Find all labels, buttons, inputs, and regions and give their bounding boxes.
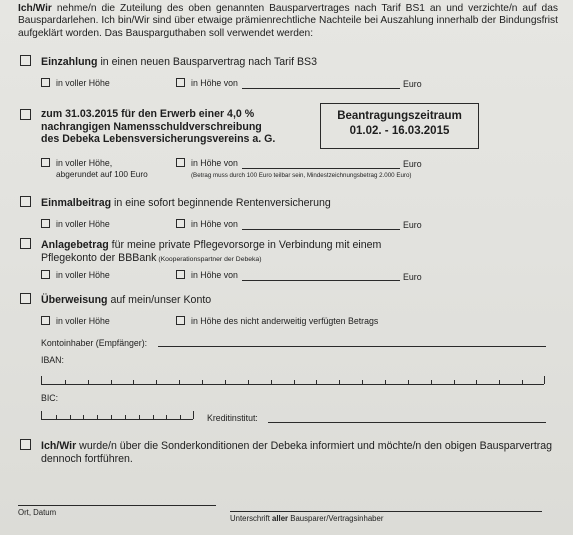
checkbox-anlagebetrag-full[interactable] (41, 270, 50, 279)
checkbox-namensschuld-full[interactable] (41, 158, 50, 167)
comb-tick (166, 415, 167, 419)
signature-prefix: Unterschrift (230, 514, 273, 523)
comb-tick (431, 380, 432, 384)
intro-paragraph (18, 3, 558, 40)
anlagebetrag-label (41, 239, 381, 266)
comb-tick (202, 380, 203, 384)
iban-field[interactable] (41, 376, 544, 385)
signature-suffix: Bausparer/Vertragsinhaber (288, 514, 384, 523)
namensschuld-line1: zum 31.03.2015 für den Erwerb einer 4,0 % (41, 108, 255, 120)
checkbox-anlagebetrag[interactable] (20, 238, 31, 249)
namensschuld-unit: Euro (403, 159, 422, 169)
comb-tick (153, 415, 154, 419)
namensschuld-full-label (56, 158, 148, 179)
comb-tick (499, 380, 500, 384)
comb-tick (339, 380, 340, 384)
comb-tick (111, 415, 112, 419)
einmalbeitrag-amount-field[interactable] (242, 229, 400, 230)
anlagebetrag-rest: für meine private Pflegevorsorge in Verbindung mit einem (108, 239, 382, 251)
anlagebetrag-bold: Anlagebetrag (41, 239, 109, 251)
institute-label: Kreditinstitut: (207, 413, 258, 423)
einmalbeitrag-amount-label: in Höhe von (191, 219, 238, 229)
checkbox-namensschuld-amount[interactable] (176, 158, 185, 167)
comb-tick (248, 380, 249, 384)
einmalbeitrag-label (41, 197, 331, 210)
checkbox-einzahlung[interactable] (20, 55, 31, 66)
checkbox-einzahlung-full[interactable] (41, 78, 50, 87)
comb-tick (156, 380, 157, 384)
comb-tick (225, 380, 226, 384)
comb-tick (362, 380, 363, 384)
comb-tick (88, 380, 89, 384)
anlagebetrag-amount-label: in Höhe von (191, 270, 238, 280)
einmalbeitrag-rest: in eine sofort beginnende Rentenversicherung (111, 197, 331, 209)
anlagebetrag-partner-note: (Kooperationspartner der Debeka) (156, 255, 262, 263)
comb-tick (316, 380, 317, 384)
place-date-label: Ort, Datum (18, 508, 57, 517)
einzahlung-amount-field[interactable] (242, 88, 400, 89)
einzahlung-bold: Einzahlung (41, 56, 98, 68)
account-holder-label: Kontoinhaber (Empfänger): (41, 338, 148, 348)
einmalbeitrag-unit: Euro (403, 220, 422, 230)
namensschuld-amount-label: in Höhe von (191, 158, 238, 168)
comb-tick (97, 415, 98, 419)
einzahlung-full-label: in voller Höhe (56, 78, 110, 88)
comb-tick (70, 415, 71, 419)
ueberweisung-rest-label: in Höhe des nicht anderweitig verfügten Betrags (191, 316, 379, 326)
checkbox-einmalbeitrag-amount[interactable] (176, 219, 185, 228)
fortfuehrung-label (41, 440, 556, 465)
checkbox-einmalbeitrag[interactable] (20, 196, 31, 207)
comb-tick (522, 380, 523, 384)
namensschuld-full-line1: in voller Höhe, (56, 158, 113, 168)
einmalbeitrag-full-label: in voller Höhe (56, 219, 110, 229)
checkbox-namensschuldverschreibung[interactable] (20, 109, 31, 120)
comb-tick (271, 380, 272, 384)
comb-tick (56, 415, 57, 419)
namensschuld-amount-field[interactable] (242, 168, 400, 169)
bic-field[interactable] (41, 411, 193, 420)
comb-tick (180, 415, 181, 419)
comb-tick (476, 380, 477, 384)
signature-label (230, 514, 383, 523)
checkbox-anlagebetrag-amount[interactable] (176, 270, 185, 279)
einzahlung-rest: in einen neuen Bausparvertrag nach Tarif BS3 (97, 56, 317, 68)
anlagebetrag-line2: Pflegekonto der BBBank (41, 251, 157, 264)
einzahlung-label (41, 56, 317, 69)
intro-bold-lead: Ich/Wir (18, 3, 52, 14)
comb-end (544, 376, 545, 384)
signature-bold: aller (272, 514, 289, 523)
period-title: Beantragungszeitraum (337, 110, 462, 122)
comb-tick (83, 415, 84, 419)
account-holder-field[interactable] (158, 346, 546, 347)
checkbox-einmalbeitrag-full[interactable] (41, 219, 50, 228)
fortfuehrung-bold: Ich/Wir (41, 440, 77, 452)
institute-field[interactable] (268, 422, 546, 423)
comb-tick (139, 415, 140, 419)
comb-tick (179, 380, 180, 384)
namensschuld-full-line2: abgerundet auf 100 Euro (56, 168, 148, 179)
checkbox-fortfuehrung[interactable] (20, 439, 31, 450)
checkbox-ueberweisung[interactable] (20, 293, 31, 304)
fortfuehrung-rest: wurde/n über die Sonderkonditionen der Debeka informiert und möchte/n den obigen Bausparvertrag dennoch fortführen. (41, 440, 553, 465)
comb-tick (385, 380, 386, 384)
ueberweisung-rest: auf mein/unser Konto (107, 294, 212, 306)
bic-label: BIC: (41, 393, 59, 403)
comb-tick (454, 380, 455, 384)
anlagebetrag-unit: Euro (403, 272, 422, 282)
checkbox-einzahlung-amount[interactable] (176, 78, 185, 87)
namensschuld-line3: des Debeka Lebensversicherungsvereins a. G. (41, 133, 276, 145)
comb-tick (133, 380, 134, 384)
namensschuld-label (41, 108, 275, 146)
comb-tick (125, 415, 126, 419)
ueberweisung-full-label: in voller Höhe (56, 316, 110, 326)
comb-tick (65, 380, 66, 384)
ueberweisung-label (41, 294, 211, 307)
signature-field[interactable] (230, 511, 542, 512)
place-date-field[interactable] (18, 505, 216, 506)
anlagebetrag-amount-field[interactable] (242, 280, 400, 281)
ueberweisung-bold: Überweisung (41, 294, 108, 306)
einzahlung-amount-label: in Höhe von (191, 78, 238, 88)
iban-label: IBAN: (41, 355, 64, 365)
comb-tick (111, 380, 112, 384)
namensschuld-line2: nachrangigen Namensschuldverschreibung (41, 120, 262, 133)
einmalbeitrag-bold: Einmalbeitrag (41, 197, 112, 209)
einzahlung-unit: Euro (403, 79, 422, 89)
period-box (320, 103, 479, 149)
period-dates: 01.02. - 16.03.2015 (349, 125, 450, 137)
anlagebetrag-full-label: in voller Höhe (56, 270, 110, 280)
namensschuld-note: (Betrag muss durch 100 Euro teilbar sein, Mindestzeichnungsbetrag 2.000 Euro) (191, 172, 412, 179)
comb-tick (408, 380, 409, 384)
checkbox-ueberweisung-full[interactable] (41, 316, 50, 325)
checkbox-ueberweisung-rest[interactable] (176, 316, 185, 325)
comb-tick (294, 380, 295, 384)
intro-text: nehme/n die Zuteilung des oben genannten Bausparvertrages nach Tarif BS1 an und verzichte/n auf das Bauspardarlehen. Ich bin/Wir sind über etwaige prämienrechtliche Nachteile bei Auszahlung innerhalb der Bindungsfrist aufgeklärt worden. Das Bausparguthaben soll verwendet werden: (18, 3, 558, 39)
comb-end (193, 411, 194, 419)
